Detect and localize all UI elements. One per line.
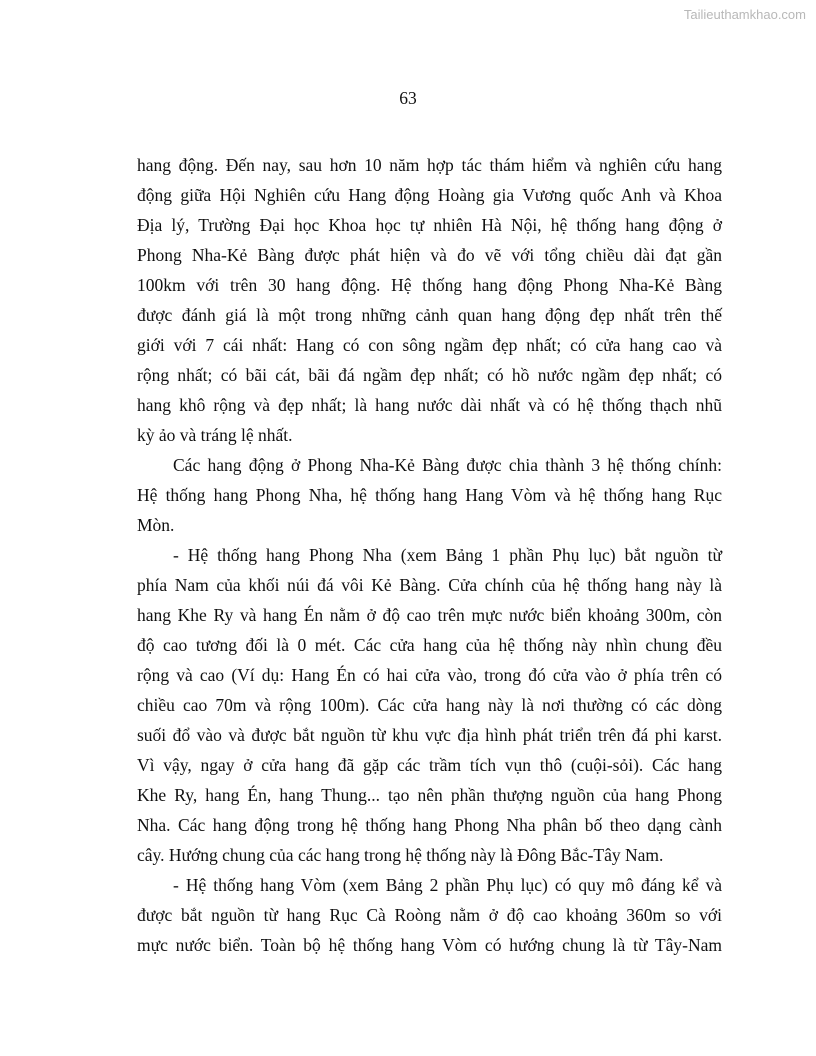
text-line: rộng và cao (Ví dụ: Hang Én có hai cửa vào, trong đó cửa vào ở phía trên có	[137, 665, 722, 685]
text-line: Mòn.	[137, 515, 175, 535]
text-line: cây. Hướng chung của các hang trong hệ thống này là Đông Bắc-Tây Nam.	[137, 845, 664, 865]
text-line: hang động. Đến nay, sau hơn 10 năm hợp tác thám hiểm và nghiên cứu hang	[137, 155, 722, 175]
text-line: Khe Ry, hang Én, hang Thung... tạo nên phần thượng nguồn của hang Phong	[137, 785, 722, 805]
text-line: phía Nam của khối núi đá vôi Kẻ Bàng. Cửa chính của hệ thống hang này là	[137, 575, 722, 595]
text-line: - Hệ thống hang Vòm (xem Bảng 2 phần Phụ lục) có quy mô đáng kể và	[173, 875, 722, 895]
text-line: chiều cao 70m và rộng 100m). Các cửa hang này là nơi thường có các dòng	[137, 695, 722, 715]
watermark: Tailieuthamkhao.com	[683, 7, 806, 22]
text-line: Các hang động ở Phong Nha-Kẻ Bàng được chia thành 3 hệ thống chính:	[173, 455, 722, 475]
text-line: hang Khe Ry và hang Én nằm ở độ cao trên mực nước biển khoảng 300m, còn	[137, 605, 722, 625]
text-line: Vì vậy, ngay ở cửa hang đã gặp các trầm tích vụn thô (cuội-sỏi). Các hang	[137, 755, 722, 775]
text-line: mực nước biển. Toàn bộ hệ thống hang Vòm có hướng chung là từ Tây-Nam	[137, 935, 722, 955]
text-line: Địa lý, Trường Đại học Khoa học tự nhiên Hà Nội, hệ thống hang động ở	[137, 215, 722, 235]
text-line: Hệ thống hang Phong Nha, hệ thống hang Hang Vòm và hệ thống hang Rục	[137, 485, 722, 505]
text-line: động giữa Hội Nghiên cứu Hang động Hoàng gia Vương quốc Anh và Khoa	[137, 185, 722, 205]
text-line: được bắt nguồn từ hang Rục Cà Roòng nằm ở độ cao khoảng 360m so với	[137, 905, 722, 925]
text-line: hang khô rộng và đẹp nhất; là hang nước dài nhất và có hệ thống thạch nhũ	[137, 395, 722, 415]
text-line: 100km với trên 30 hang động. Hệ thống hang động Phong Nha-Kẻ Bàng	[137, 275, 722, 295]
text-line: độ cao tương đối là 0 mét. Các cửa hang của hệ thống này nhìn chung đều	[137, 635, 722, 655]
text-line: giới với 7 cái nhất: Hang có con sông ngầm đẹp nhất; có cửa hang cao và	[137, 335, 722, 355]
text-line: Nha. Các hang động trong hệ thống hang Phong Nha phân bố theo dạng cành	[137, 815, 722, 835]
text-line: Phong Nha-Kẻ Bàng được phát hiện và đo vẽ với tổng chiều dài đạt gần	[137, 245, 722, 265]
text-line: rộng nhất; có bãi cát, bãi đá ngầm đẹp nhất; có hồ nước ngầm đẹp nhất; có	[137, 365, 722, 385]
text-line: suối đổ vào và được bắt nguồn từ khu vực địa hình phát triển trên đá phi karst.	[137, 725, 722, 745]
text-line: - Hệ thống hang Phong Nha (xem Bảng 1 phần Phụ lục) bắt nguồn từ	[173, 545, 722, 565]
text-line: kỳ ảo và tráng lệ nhất.	[137, 425, 293, 445]
page-number: 63	[399, 88, 417, 108]
body-text	[137, 150, 722, 960]
text-line: được đánh giá là một trong những cảnh quan hang động đẹp nhất trên thế	[137, 305, 722, 325]
